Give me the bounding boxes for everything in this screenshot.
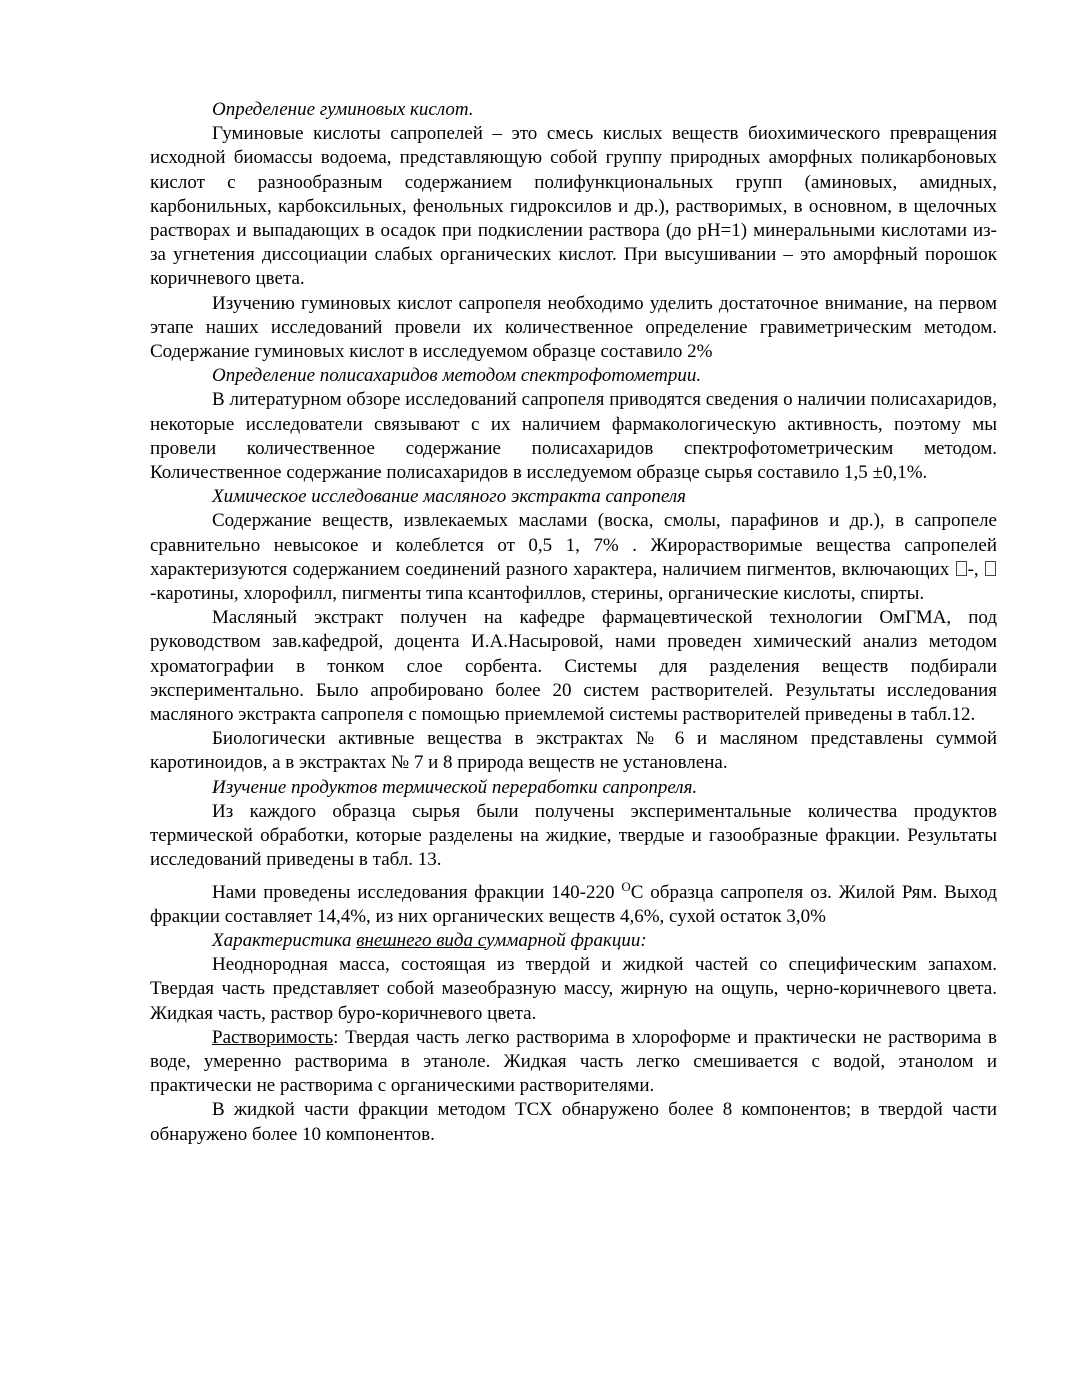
paragraph-bioactive-substances: Биологически активные вещества в экстрактах № 6 и масляном представлены суммой каротиноидов, а в экстрактах № 7 и 8 природа веществ не установлена. xyxy=(150,728,997,774)
paragraph-humic-acids-definition: Гуминовые кислоты сапропелей – это смесь кислых веществ биохимического превращения исходной биомассы водоема, представляющую собой группу природных аморфных поликарбоновых кислот с разнообразным содержанием полифункциональных групп (аминовых, амидных, карбонильных, карбоксильных, фенольных гидроксилов и др.), растворимых, в основном, в щелочных растворах и выпадающих в осадок при подкислении раствора (до pH=1) минеральными кислотами из-за угнетения диссоциации слабых органических кислот. При высушивании – это аморфный порошок коричневого цвета. xyxy=(150,123,997,290)
paragraph-thermal-products: Из каждого образца сырья были получены экспериментальные количества продуктов термической обработки, которые разделены на жидкие, твердые и газообразные фракции. Результаты исследований приведены в табл. 13. xyxy=(150,800,997,871)
text-segment: Нами проведены исследования фракции 140-220 xyxy=(212,881,622,903)
paragraph-oil-extract-analysis: Масляный экстракт получен на кафедре фармацевтической технологии ОмГМА, под руководством зав.кафедрой, доцента И.А.Насыровой, нами проведен химический анализ методом хроматографии в тонком слое сорбента. Системы для разделения веществ подбирали экспериментально. Было апробировано более 20 систем растворителей. Результаты исследования масляного экстракта сапропеля с помощью приемлемой системы растворителей приведены в табл.12. xyxy=(150,607,997,726)
paragraph-tlc-components: В жидкой части фракции методом ТСХ обнаружено более 8 компонентов; в твердой части обнаружено более 10 компонентов. xyxy=(150,1099,997,1145)
text-segment: С образца сапропеля оз. Жилой Рям. Выход фракции составляет 14,4%, из них органических веществ 4,6%, сухой остаток 3,0% xyxy=(150,881,997,927)
text-segment: Характеристика xyxy=(212,929,357,951)
solubility-label: Растворимость xyxy=(212,1026,334,1048)
degree-superscript: О xyxy=(621,878,631,894)
paragraph-humic-acids-content: Изучению гуминовых кислот сапропеля необходимо уделить достаточное внимание, на первом этапе наших исследований провели их количественное определение гравиметрическим методом. Содержание гуминовых кислот в исследуемом образце составило 2% xyxy=(150,292,997,363)
paragraph-appearance-description: Неоднородная масса, состоящая из твердой и жидкой частей со специфическим запахом. Твердая часть представляет собой мазеобразную массу, жирную на ощупь, черно-коричневого цвета. Жидкая часть, раствор буро-коричневого цвета. xyxy=(150,954,997,1024)
text-segment: уммарной фракции: xyxy=(486,929,647,951)
text-segment: -каротины, хлорофилл, пигменты типа ксантофиллов, стерины, органические кислоты, спирты. xyxy=(150,583,925,605)
missing-glyph-icon xyxy=(956,561,967,576)
paragraph-polysaccharides: В литературном обзоре исследований сапропеля приводятся сведения о наличии полисахаридов, некоторые исследователи связывают с их наличием фармакологическую активность, поэтому мы провели количественное содержание полисахаридов спектрофотометрическим методом. Количественное содержание полисахаридов в исследуемом образце сырья составило 1,5 ±0,1%. xyxy=(150,389,997,484)
missing-glyph-icon xyxy=(985,561,996,576)
section-heading-oil-extract: Химическое исследование масляного экстракта сапропеля xyxy=(212,486,686,508)
paragraph-fat-soluble-substances xyxy=(150,509,997,606)
paragraph-fraction-study xyxy=(150,878,997,929)
text-segment: Содержание веществ, извлекаемых маслами (воска, смолы, парафинов и др.), в сапропеле сравнительно невысокое и колеблется от 0,5 1, 7% . Жирорастворимые вещества сапропелей характеризуются содержанием соединений разного характера, наличием пигментов, включающих xyxy=(150,510,997,580)
section-heading-polysaccharides: Определение полисахаридов методом спектрофотометрии. xyxy=(212,365,702,387)
document-page xyxy=(150,98,997,1147)
text-segment: : Твердая часть легко растворима в хлороформе и практически не растворима в воде, умеренно растворима в этаноле. Жидкая часть легко смешивается с водой, этанолом и практически не растворима с органическими растворителями. xyxy=(150,1026,997,1097)
paragraph-solubility xyxy=(150,1026,997,1099)
section-heading-thermal-processing: Изучение продуктов термической переработки сапропреля. xyxy=(212,776,698,798)
section-heading-appearance xyxy=(150,929,997,953)
text-segment: -, xyxy=(967,558,984,580)
section-heading-humic-acids: Определение гуминовых кислот. xyxy=(212,99,474,120)
underlined-text: внешнего вида с xyxy=(356,929,487,951)
